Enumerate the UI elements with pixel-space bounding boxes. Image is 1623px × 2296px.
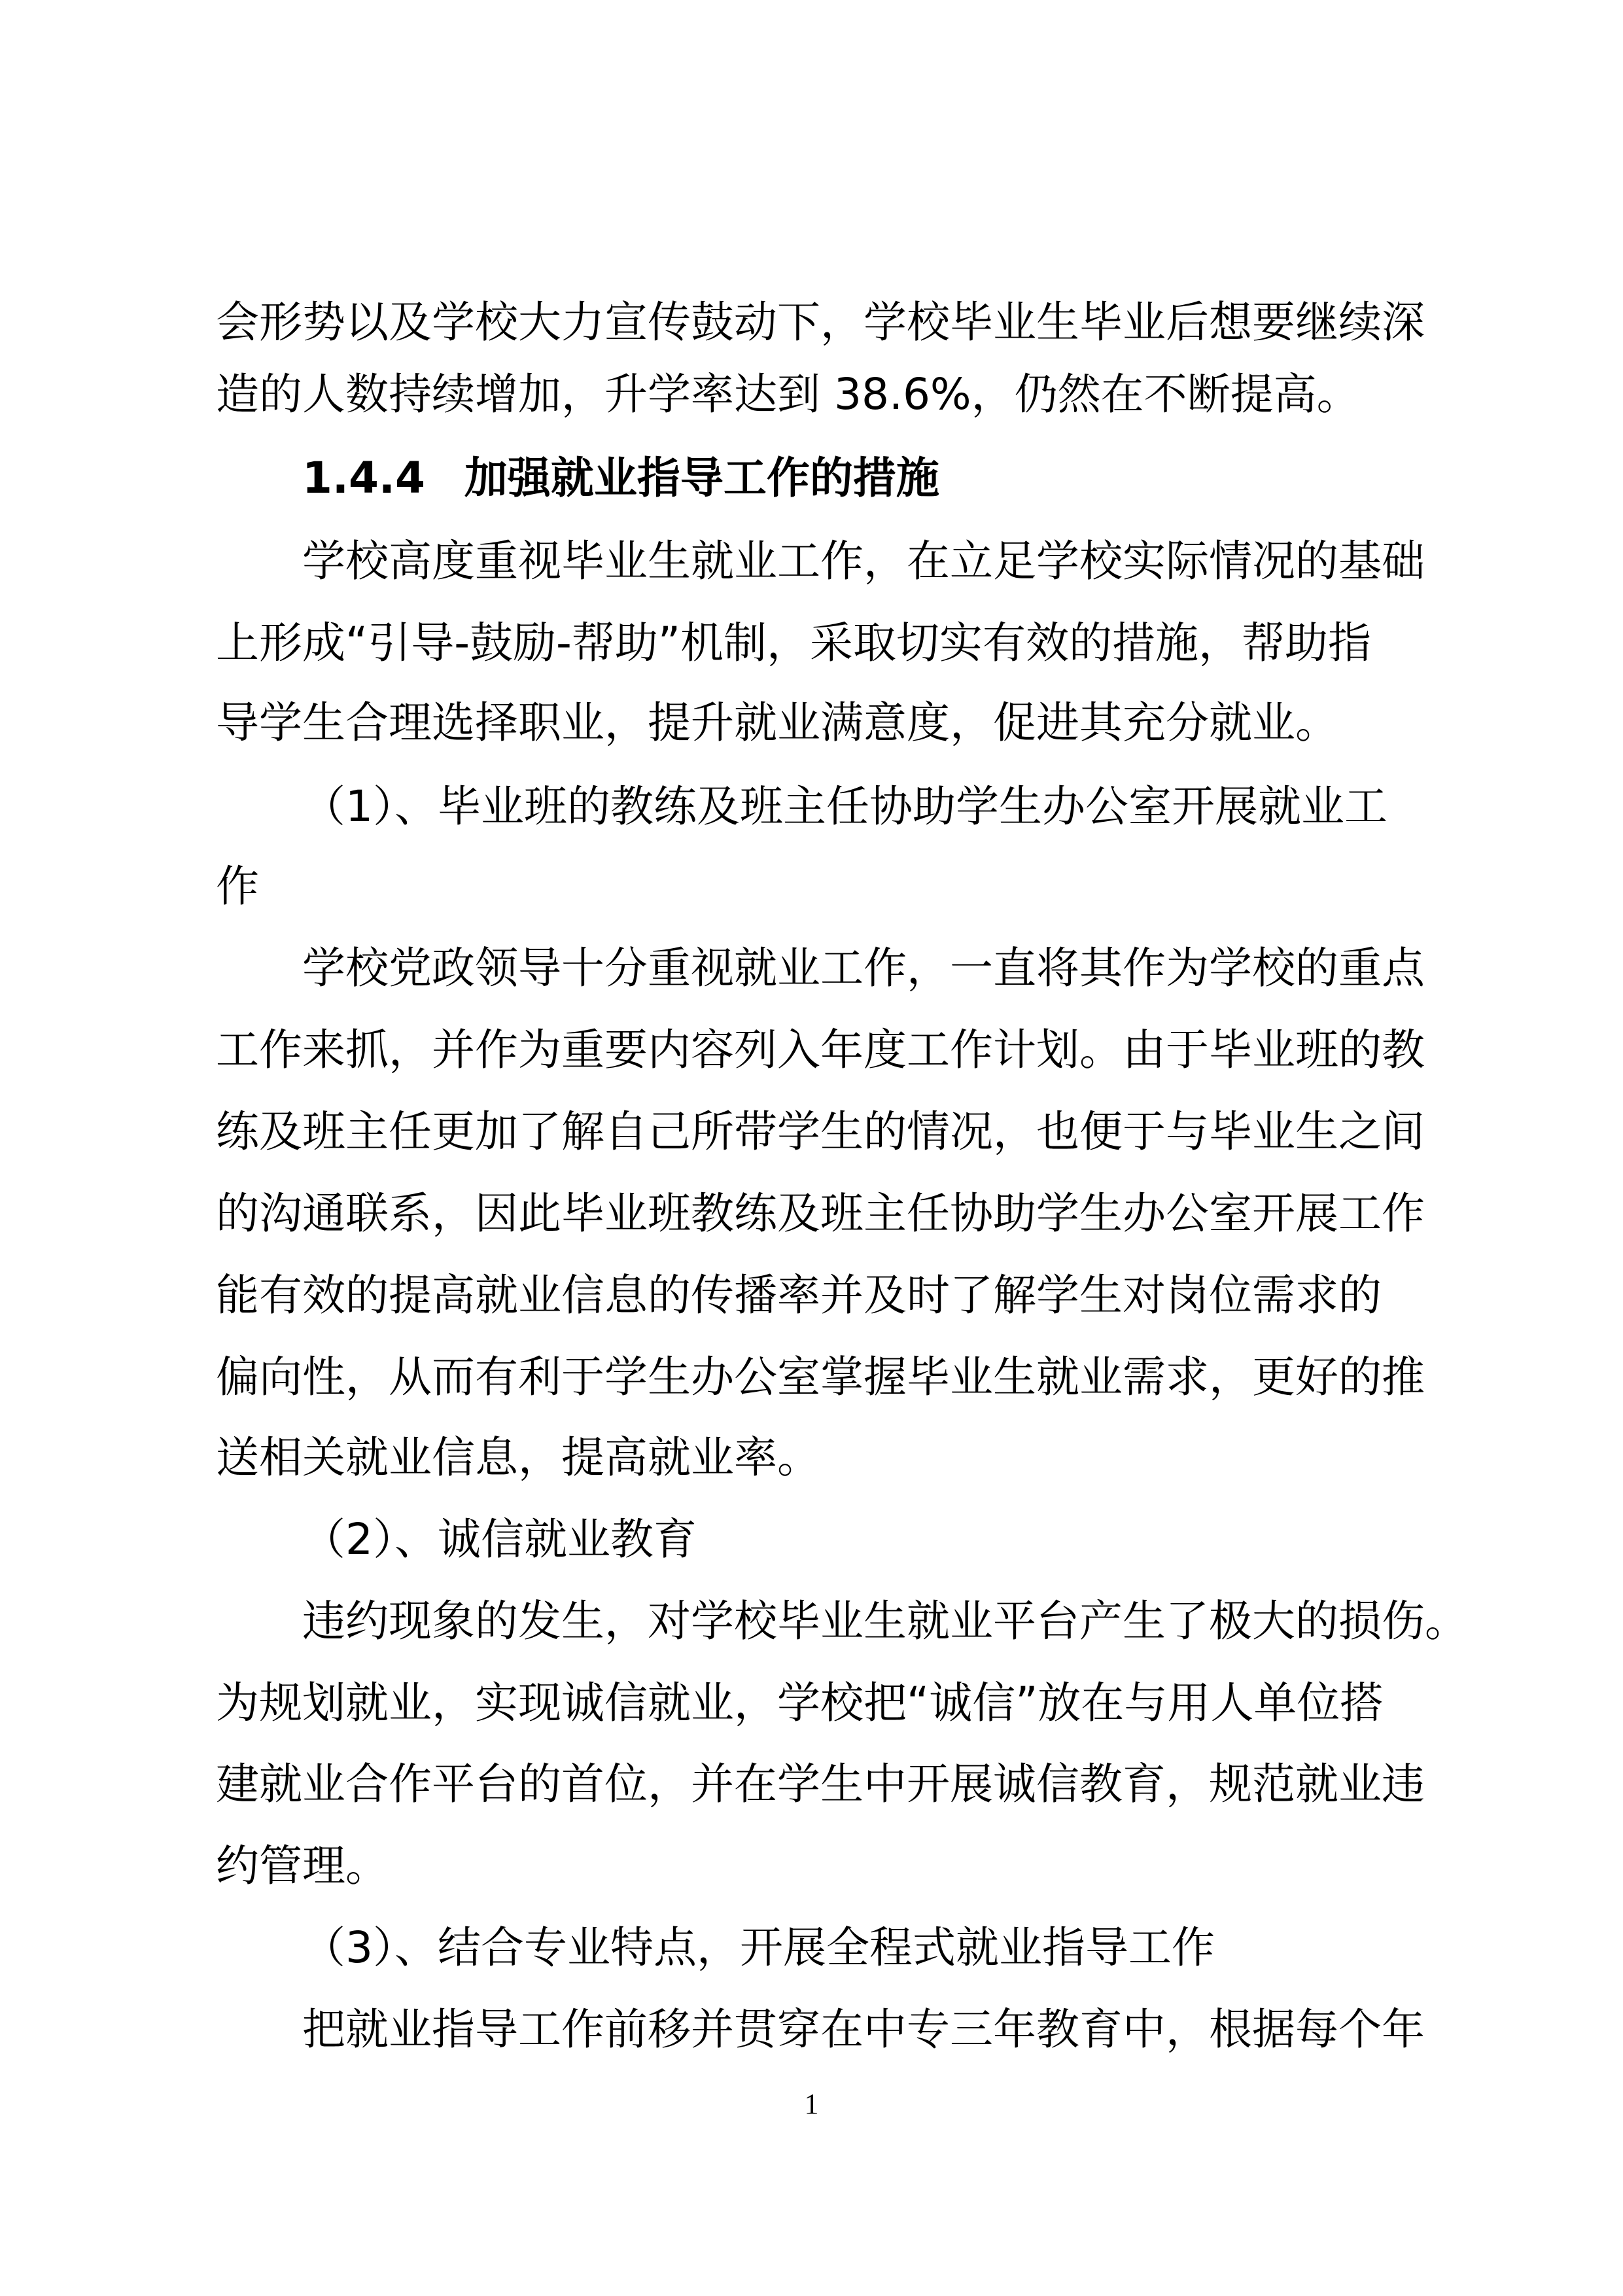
item-1-line-6: 偏向性，从而有利于学生办公室掌握毕业生就业需求，更好的推 [216,1352,1425,1402]
item-1-line-2: 工作来抓，并作为重要内容列入年度工作计划。由于毕业班的教 [216,1025,1425,1075]
item-3-heading: （3）、结合专业特点，开展全程式就业指导工作 [302,1922,1215,1973]
item-1-heading-line-1: （1）、毕业班的教练及班主任协助学生办公室开展就业工 [302,781,1387,832]
item-2-heading: （2）、诚信就业教育 [302,1514,697,1564]
paragraph-1-line-1: 学校高度重视毕业生就业工作，在立足学校实际情况的基础 [302,536,1425,586]
intro-line-1: 会形势以及学校大力宣传鼓动下，学校毕业生毕业后想要继续深 [216,297,1425,347]
item-3-line-1: 把就业指导工作前移并贯穿在中专三年教育中，根据每个年 [302,2004,1425,2055]
item-1-line-3: 练及班主任更加了解自己所带学生的情况，也便于与毕业生之间 [216,1106,1425,1157]
section-number: 1.4.4 [302,453,425,503]
item-2-line-2: 为规划就业，实现诚信就业，学校把“诚信”放在与用人单位搭 [216,1678,1384,1728]
paragraph-1-line-3: 导学生合理选择职业，提升就业满意度，促进其充分就业。 [216,698,1338,748]
item-1-line-1: 学校党政领导十分重视就业工作，一直将其作为学校的重点 [302,943,1425,993]
intro-line-2: 造的人数持续增加，升学率达到 38.6%，仍然在不断提高。 [216,369,1360,419]
item-1-line-4: 的沟通联系，因此毕业班教练及班主任协助学生办公室开展工作 [216,1188,1425,1239]
section-heading [302,442,939,514]
item-2-line-1: 违约现象的发生，对学校毕业生就业平台产生了极大的损伤。 [302,1596,1468,1646]
item-2-line-4: 约管理。 [216,1841,389,1891]
item-1-line-5: 能有效的提高就业信息的传播率并及时了解学生对岗位需求的 [216,1270,1382,1320]
section-title: 加强就业指导工作的措施 [464,453,939,503]
item-1-heading-line-2: 作 [216,861,259,911]
paragraph-1-line-2: 上形成“引导-鼓励-帮助”机制，采取切实有效的措施，帮助指 [216,618,1372,668]
item-2-line-3: 建就业合作平台的首位，并在学生中开展诚信教育，规范就业违 [216,1759,1425,1809]
item-1-line-7: 送相关就业信息，提高就业率。 [216,1432,820,1483]
page-number: 1 [804,2088,819,2120]
